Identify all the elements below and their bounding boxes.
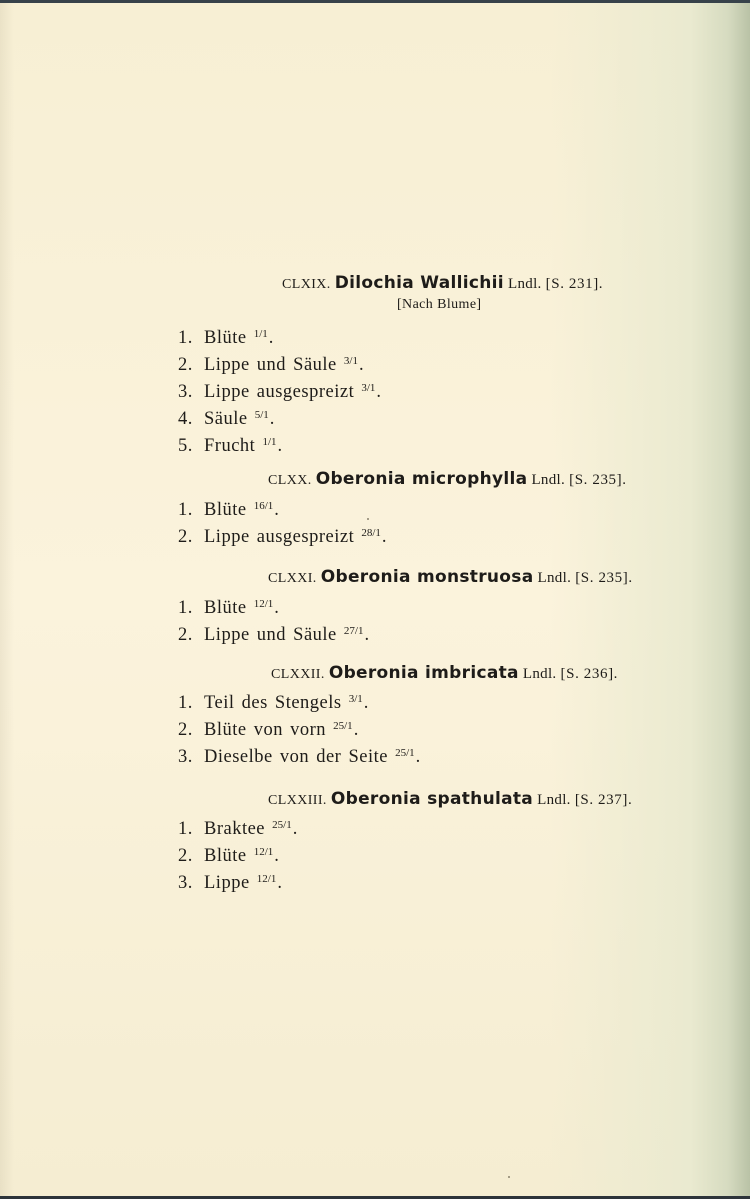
figure-number: 1. [178, 598, 193, 618]
plate-number: CLXX. [268, 473, 312, 488]
figure-number: 3. [178, 382, 193, 402]
plate-number: CLXXI. [268, 571, 317, 586]
figure-item: 5. Frucht $^{1/1}$. [178, 436, 283, 456]
species-name: Dilochia Wallichii [334, 273, 504, 293]
figure-number: 2. [178, 355, 193, 375]
figure-item: 3. Lippe $^{12/1}$. [178, 873, 283, 893]
figure-description: Braktee [204, 819, 266, 839]
plate-heading [268, 469, 627, 489]
magnification: 1/1 [253, 328, 268, 340]
figure-item: 2. Lippe und Säule $^{3/1}$. [178, 355, 365, 375]
figure-description: Lippe [204, 873, 250, 893]
figure-number: 3. [178, 873, 193, 893]
figure-item: 4. Säule $^{5/1}$. [178, 409, 275, 429]
figure-number: 1. [178, 500, 193, 520]
figure-description: Blüte [204, 846, 247, 866]
figure-number: 2. [178, 846, 193, 866]
figure-item: 3. Lippe ausgespreizt $^{3/1}$. [178, 382, 382, 402]
magnification: 12/1 [253, 846, 274, 858]
figure-number: 4. [178, 409, 193, 429]
figure-item: 1. Blüte $^{16/1}$. [178, 500, 280, 520]
figure-description: Lippe ausgespreizt [204, 382, 355, 402]
figure-item: 1. Blüte $^{1/1}$. [178, 328, 274, 348]
figure-description: Lippe und Säule [204, 625, 337, 645]
species-author: Lndl. [531, 472, 566, 488]
figure-description: Säule [204, 409, 248, 429]
page-reference: [S. 235]. [569, 472, 627, 488]
plate-heading [282, 273, 603, 293]
figure-number: 2. [178, 527, 193, 547]
plate-heading [271, 663, 618, 683]
figure-description: Blüte [204, 328, 247, 348]
species-author: Lndl. [508, 276, 542, 292]
figure-description: Lippe ausgespreizt [204, 527, 355, 547]
figure-number: 2. [178, 720, 193, 740]
figure-description: Blüte [204, 598, 247, 618]
figure-item: 3. Dieselbe von der Seite $^{25/1}$. [178, 747, 421, 767]
figure-number: 2. [178, 625, 193, 645]
page-reference: [S. 231]. [545, 276, 604, 292]
figure-item: 1. Teil des Stengels $^{3/1}$. [178, 693, 369, 713]
paper-speck [367, 518, 369, 520]
page-reference: [S. 236]. [560, 666, 619, 682]
magnification: 3/1 [361, 382, 376, 394]
figure-item: 1. Blüte $^{12/1}$. [178, 598, 280, 618]
page-reference: [S. 237]. [574, 792, 633, 808]
magnification: 25/1 [272, 819, 292, 831]
source-note: [Nach Blume] [397, 297, 482, 312]
magnification: 25/1 [395, 747, 415, 759]
figure-number: 5. [178, 436, 193, 456]
species-name: Oberonia microphylla [315, 469, 528, 489]
figure-item: 2. Blüte von vorn $^{25/1}$. [178, 720, 359, 740]
plate-number: CLXXII. [271, 667, 325, 682]
magnification: 27/1 [343, 625, 364, 637]
figure-description: Blüte [204, 500, 247, 520]
plate-heading [268, 789, 632, 809]
magnification: 12/1 [256, 873, 277, 885]
figure-item: 2. Lippe und Säule $^{27/1}$. [178, 625, 370, 645]
figure-number: 1. [178, 328, 193, 348]
figure-number: 3. [178, 747, 193, 767]
figure-description: Blüte von vorn [204, 720, 326, 740]
species-name: Oberonia imbricata [328, 663, 519, 683]
magnification: 25/1 [333, 720, 353, 732]
species-name: Oberonia monstruosa [320, 567, 534, 587]
figure-item: 2. Blüte $^{12/1}$. [178, 846, 280, 866]
figure-number: 1. [178, 819, 193, 839]
figure-description: Frucht [204, 436, 256, 456]
figure-description: Teil des Stengels [204, 693, 342, 713]
magnification: 5/1 [254, 409, 269, 421]
figure-description: Dieselbe von der Seite [204, 747, 388, 767]
figure-number: 1. [178, 693, 193, 713]
species-author: Lndl. [537, 570, 572, 586]
magnification: 3/1 [348, 693, 363, 705]
figure-item: 2. Lippe ausgespreizt $^{28/1}$. [178, 527, 388, 547]
magnification: 12/1 [253, 598, 274, 610]
magnification: 28/1 [361, 527, 381, 539]
species-author: Lndl. [522, 666, 557, 682]
page-reference: [S. 235]. [575, 570, 633, 586]
paper-speck [508, 1176, 510, 1178]
figure-item: 1. Braktee $^{25/1}$. [178, 819, 298, 839]
magnification: 1/1 [262, 436, 277, 448]
magnification: 3/1 [343, 355, 358, 367]
plate-number: CLXXIII. [268, 793, 327, 808]
figure-description: Lippe und Säule [204, 355, 337, 375]
species-author: Lndl. [537, 792, 571, 808]
species-name: Oberonia spathulata [330, 789, 534, 809]
magnification: 16/1 [253, 500, 274, 512]
plate-number: CLXIX. [282, 277, 331, 292]
plate-heading [268, 567, 633, 587]
